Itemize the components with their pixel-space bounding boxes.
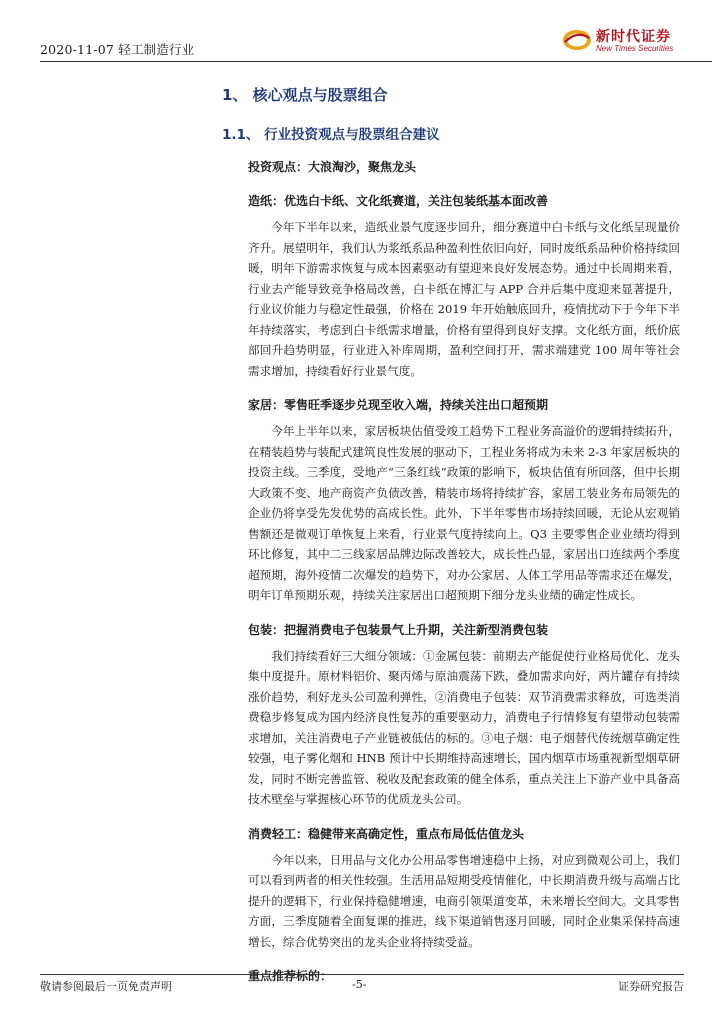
subheading: 重点推荐标的： — [248, 969, 333, 983]
header-divider — [40, 61, 712, 62]
paragraph: 今年上半年以来，家居板块估值受竣工趋势下工程业务高溢价的逻辑持续拓升，在精装趋势与装配式建筑良性发展的驱动下，工程业务将成为未来 2-3 年家居板块的投资主线。三季度，受地产“三条红线”政策的影响下，板块估值有所回落，但中长期大政策不变、地产商资产负债改善，精装市场将持续扩容，家居工装业务布局领先的企业仍将享受先发优势的高成长性。此外，下半年零售市场持续回暖，无论从宏观销售额还是微观订单恢复上来看，行业景气度持续向上。Q3 主要零售企业业绩均得到环比修复，其中二三线家居品牌边际改善较大，成长性凸显，家居出口连续两个季度超预期，海外疫情二次爆发的趋势下，对办公家居、人体工学用品等需求还在爆发，明年订单预期乐观，持续关注家居出口超预期下细分龙头业绩的确定性成长。 — [248, 424, 680, 602]
subheading: 家居：零售旺季逐步兑现至收入端，持续关注出口超预期 — [248, 398, 549, 412]
page-number: -5- — [352, 978, 367, 991]
header-date-industry: 2020-11-07 轻工制造行业 — [40, 42, 195, 57]
footer-report-type: 证券研究报告 — [618, 980, 684, 993]
paragraph: 今年下半年以来，造纸业景气度逐步回升，细分赛道中白卡纸与文化纸呈现量价齐升。展望明年，我们认为浆纸系品种盈利性依旧向好，同时废纸系品种价格持续回暖，明年下游需求恢复与成本因素驱动有望迎来良好发展态势。通过中长周期来看，行业去产能导致竞争格局改善，白卡纸在博汇与 APP 合并后集中度迎来显著提升，行业议价能力与稳定性最强，价格在 2019 年开始触底回升，疫情扰动下于今年下半年持续落实，考虑到白卡纸需求增量，价格有望得到良好支撑。文化纸方面，纸价底部回升趋势明显，行业进入补库周期，盈利空间打开，需求端建党 100 周年等社会需求增加，持续看好行业景气度。 — [248, 220, 680, 378]
footer-disclaimer: 敬请参阅最后一页免责声明 — [40, 980, 172, 993]
logo-emblem-icon — [562, 28, 592, 52]
subheading: 包装：把握消费电子包装景气上升期，关注新型消费包装 — [248, 622, 549, 637]
page-header — [40, 29, 712, 62]
footer-divider — [40, 974, 684, 975]
report-body — [40, 84, 688, 986]
subheading: 投资观点：大浪淘沙，聚焦龙头 — [248, 160, 417, 174]
company-logo — [562, 24, 712, 58]
logo-name-en: New Times Securities — [596, 44, 674, 53]
section-heading-1-1: 1.1、 行业投资观点与股票组合建议 — [222, 127, 440, 143]
subheading: 造纸：优选白卡纸、文化纸赛道，关注包装纸基本面改善 — [248, 194, 549, 208]
section-heading-1: 1、 核心观点与股票组合 — [222, 86, 388, 104]
paragraph: 我们持续看好三大细分领域：①金属包装：前期去产能促使行业格局优化、龙头集中度提升。原材料铝价、聚丙烯与原油震荡下跌，叠加需求向好，两片罐存有持续涨价趋势，利好龙头公司盈利弹性，②消费电子包装：双节消费需求释放，可选类消费稳步修复成为国内经济良性复苏的重要驱动力，消费电子行情修复有望带动包装需求增加，关注消费电子产业链被低估的标的。③电子烟：电子烟替代传统烟草确定性较强，电子雾化烟和 HNB 预计中长期维持高速增长，国内烟草市场重视新型烟草研发，同时不断完善监管、税收及配套政策的健全体系，重点关注上下游产业中具备高技术壁垒与掌握核心环节的优质龙头公司。 — [248, 648, 680, 806]
subheading: 消费轻工：稳健带来高确定性，重点布局低估值龙头 — [248, 826, 525, 841]
logo-name-cn: 新时代证券 — [596, 29, 671, 45]
content-blocks — [40, 157, 688, 986]
paragraph: 今年以来，日用品与文化办公用品零售增速稳中上扬，对应到微观公司上，我们可以看到两者的相关性较强。生活用品短期受疫情催化，中长期消费升级与高端占比提升的逻辑下，行业保持稳健增速，电商引领渠道变革，未来增长空间大。文具零售方面，三季度随着全面复课的推进，线下渠道销售逐月回暖，同时企业集采保持高速增长，综合优势突出的龙头企业将持续受益。 — [248, 852, 680, 949]
